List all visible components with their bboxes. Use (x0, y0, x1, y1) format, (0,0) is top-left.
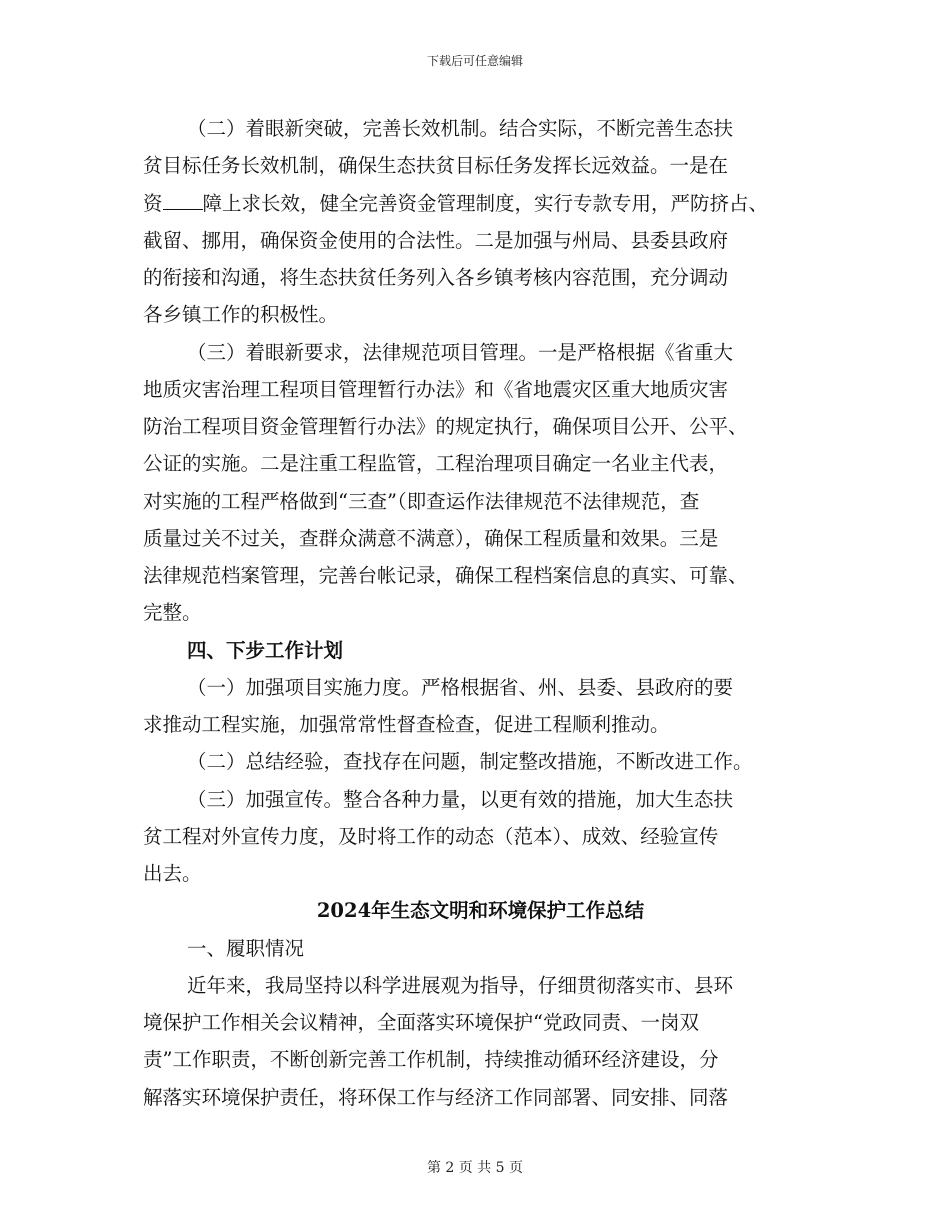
paragraph-line-with-blank (143, 185, 818, 222)
paragraph-line: 贫工程对外宣传力度，及时将工作的动态（范本）、成效、经验宣传 (143, 824, 719, 848)
paragraph-line: （二）着眼新突破，完善长效机制。结合实际，不断完善生态扶 (187, 117, 734, 140)
line-text: 障上求长效，健全完善资金管理制度，实行专款专用，严防挤占、 (202, 191, 769, 215)
paragraph-line: 防治工程项目资金管理暂行办法》的规定执行，确保项目公开、公平、 (143, 415, 748, 438)
paragraph-line: 解落实环境保护责任，将环保工作与经济工作同部署、同安排、同落 (143, 1085, 729, 1109)
paragraph-line: （三）着眼新要求，法律规范项目管理。一是严格根据《省重大 (187, 340, 734, 364)
blank-underline (163, 189, 203, 210)
paragraph-line: 的衔接和沟通，将生态扶贫任务列入各乡镇考核内容范围，充分调动 (143, 266, 729, 289)
paragraph-line: 对实施的工程严格做到“三查”（即查运作法律规范不法律规范，查 (143, 489, 700, 513)
document-body (143, 110, 818, 1116)
paragraph-line: 各乡镇工作的积极性。 (143, 303, 339, 327)
document-title: 2024年生态文明和环境保护工作总结 (316, 899, 645, 923)
paragraph-line: 责”工作职责，不断创新完善工作机制，持续推动循环经济建设，分 (143, 1048, 719, 1072)
paragraph-line: 贫目标任务长效机制，确保生态扶贫目标任务发挥长远效益。一是在 (143, 154, 729, 178)
page-header-note: 下载后可任意编辑 (426, 54, 523, 68)
paragraph-line: （三）加强宣传。整合各种力量，以更有效的措施，加大生态扶 (187, 787, 734, 811)
paragraph-line: 公证的实施。二是注重工程监管，工程治理项目确定一名业主代表， (143, 452, 729, 476)
paragraph-line: 地质灾害治理工程项目管理暂行办法》和《省地震灾区重大地质灾害 (143, 377, 729, 401)
section-heading: 四、下步工作计划 (187, 638, 344, 662)
paragraph-line: 质量过关不过关，查群众满意不满意），确保工程质量和效果。三是 (143, 526, 719, 550)
paragraph-line: 求推动工程实施，加强常常性督查检查，促进工程顺利推动。 (143, 713, 670, 736)
paragraph-line: 近年来，我局坚持以科学进展观为指导，仔细贯彻落实市、县环 (187, 973, 734, 997)
paragraph-line: 完整。 (143, 601, 202, 625)
paragraph-line: 法律规范档案管理，完善台帐记录，确保工程档案信息的真实、可靠、 (143, 564, 748, 587)
page-footer-number: 第 2 页 共 5 页 (426, 1160, 524, 1176)
section-heading: 一、履职情况 (187, 936, 305, 960)
paragraph-line: 截留、挪用，确保资金使用的合法性。二是加强与州局、县委县政府 (143, 228, 729, 252)
line-prefix: 资 (143, 191, 163, 215)
paragraph-line: 境保护工作相关会议精神，全面落实环境保护“党政同责、一岗双 (143, 1011, 699, 1034)
paragraph-line: 出去。 (143, 862, 202, 885)
paragraph-line: （二）总结经验，查找存在问题，制定整改措施，不断改进工作。 (187, 750, 753, 774)
paragraph-line: （一）加强项目实施力度。严格根据省、州、县委、县政府的要 (187, 675, 734, 699)
